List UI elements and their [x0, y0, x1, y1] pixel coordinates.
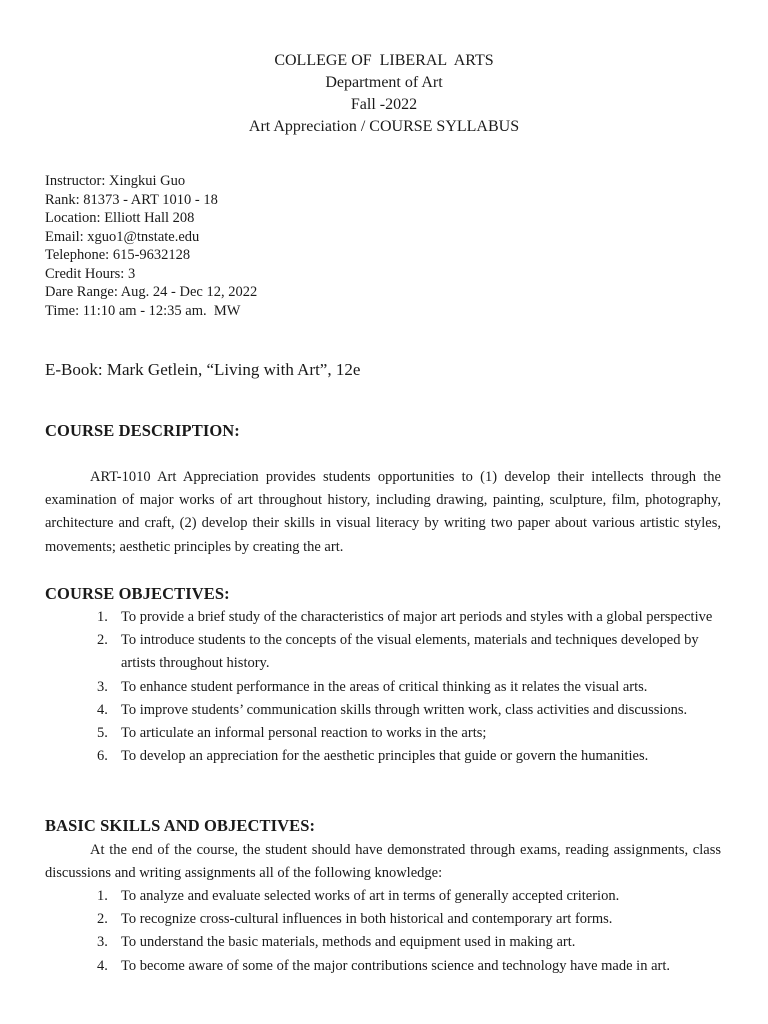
telephone-line: Telephone: 615-9632128 [45, 247, 191, 263]
basic-skills-intro [45, 839, 721, 885]
list-text: To enhance student performance in the areas of critical thinking as it relates the visual arts. [121, 678, 648, 695]
list-item [45, 676, 725, 699]
time-line: Time: 11:10 am - 12:35 am. MW [45, 302, 241, 319]
list-item [45, 606, 725, 629]
instructor-line: Instructor: Xingkui Guo [45, 173, 186, 189]
list-text: To recognize cross-cultural influences in both historical and contemporary art forms. [121, 911, 613, 928]
course-info-block [45, 172, 257, 320]
list-text: To understand the basic materials, methods and equipment used in making art. [121, 934, 576, 951]
document-title: Art Appreciation / COURSE SYLLABUS [248, 118, 520, 135]
list-number: 3. [97, 678, 108, 695]
course-objectives-heading: COURSE OBJECTIVES: [45, 584, 230, 603]
list-text: To analyze and evaluate selected works of art in terms of generally accepted criterion. [121, 888, 620, 904]
semester: Fall -2022 [350, 96, 418, 113]
date-range-line: Dare Range: Aug. 24 - Dec 12, 2022 [45, 284, 258, 300]
list-text: To introduce students to the concepts of the visual elements, materials and techniques developed by artists throughout history. [121, 632, 699, 672]
list-number: 1. [97, 888, 108, 904]
list-number: 2. [97, 911, 108, 928]
list-item [45, 931, 725, 954]
department-name: Department of Art [325, 74, 443, 91]
course-description-heading: COURSE DESCRIPTION: [45, 421, 240, 440]
list-item [45, 745, 725, 768]
location-line: Location: Elliott Hall 208 [45, 210, 195, 226]
document-header [0, 50, 768, 138]
list-text: To articulate an informal personal reaction to works in the arts; [121, 725, 487, 742]
list-text: To improve students’ communication skills through written work, class activities and discussions. [121, 701, 688, 718]
list-item [45, 722, 725, 745]
course-description-text: ART-1010 Art Appreciation provides students opportunities to (1) develop their intellects through the examination of major works of art throughout history, including drawing, painting, sculpture, film, photography, architecture and craft, (2) develop their skills in visual literacy by writing two paper about various artistic styles, movements; aesthetic principles by creating the art. [45, 469, 721, 555]
list-item [45, 699, 725, 722]
credit-hours-line: Credit Hours: 3 [45, 265, 136, 282]
rank-line: Rank: 81373 - ART 1010 - 18 [45, 191, 218, 208]
list-number: 1. [97, 609, 108, 625]
list-item [45, 955, 725, 978]
list-item [45, 885, 725, 908]
list-text: To become aware of some of the major contributions science and technology have made in art. [121, 957, 670, 974]
list-item [45, 629, 725, 675]
college-name: COLLEGE OF LIBERAL ARTS [274, 52, 494, 69]
basic-skills-list [45, 885, 725, 978]
list-number: 6. [97, 748, 108, 765]
list-text: To provide a brief study of the characteristics of major art periods and styles with a global perspective [121, 609, 713, 625]
course-description-paragraph [45, 466, 721, 559]
list-item [45, 908, 725, 931]
list-text: To develop an appreciation for the aesthetic principles that guide or govern the humanities. [121, 748, 649, 765]
ebook-line: E-Book: Mark Getlein, “Living with Art”, 12e [45, 360, 361, 379]
list-number: 4. [97, 701, 108, 718]
list-number: 2. [97, 632, 108, 649]
list-number: 3. [97, 934, 108, 951]
basic-skills-heading: BASIC SKILLS AND OBJECTIVES: [45, 816, 316, 835]
course-objectives-list [45, 606, 725, 768]
list-number: 5. [97, 725, 108, 742]
email-line: Email: xguo1@tnstate.edu [45, 228, 200, 245]
list-number: 4. [97, 957, 108, 974]
basic-skills-intro-text: At the end of the course, the student should have demonstrated through exams, reading assignments, class discussions and writing assignments all of the following knowledge: [45, 842, 721, 882]
